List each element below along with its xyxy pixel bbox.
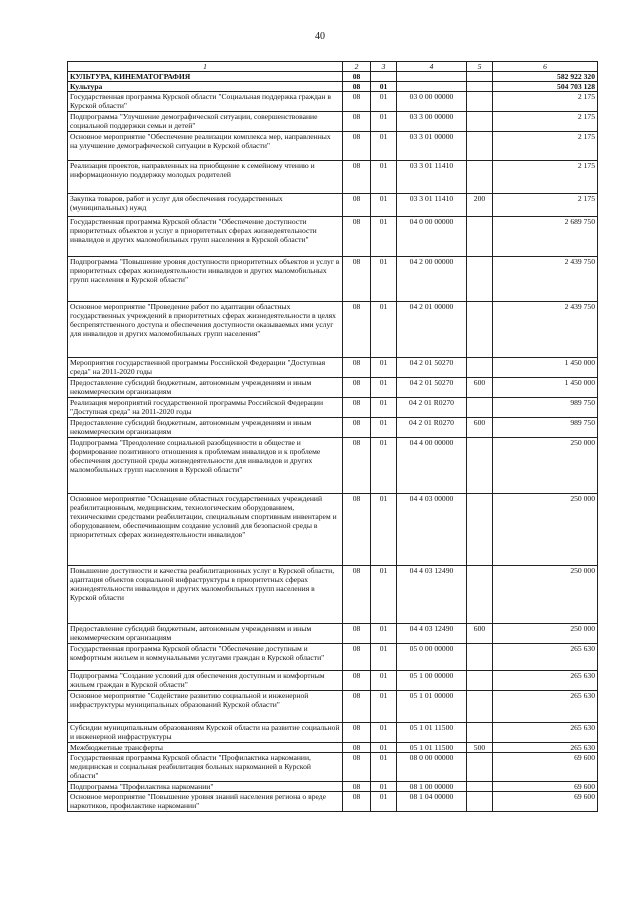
- row-name-cell: Подпрограмма "Улучшение демографической ситуации, совершенствование социальной поддержки семьи и детей": [68, 112, 343, 132]
- subsection-code-cell: 01: [371, 217, 397, 257]
- subsection-code-cell: 01: [371, 644, 397, 671]
- expense-type-cell: [467, 112, 493, 132]
- expense-type-cell: [467, 358, 493, 378]
- target-article-cell: 05 0 00 00000: [397, 644, 467, 671]
- subsection-code-cell: 01: [371, 743, 397, 753]
- section-code-cell: 08: [343, 378, 371, 398]
- expense-type-cell: [467, 723, 493, 743]
- section-code-cell: 08: [343, 743, 371, 753]
- amount-cell: 265 630: [493, 723, 598, 743]
- amount-cell: 1 450 000: [493, 358, 598, 378]
- target-article-cell: 04 0 00 00000: [397, 217, 467, 257]
- expense-type-cell: [467, 72, 493, 82]
- section-code-cell: 08: [343, 723, 371, 743]
- amount-cell: 2 175: [493, 112, 598, 132]
- target-article-cell: 04 4 03 00000: [397, 494, 467, 566]
- table-row: [68, 723, 598, 743]
- table-row: [68, 358, 598, 378]
- target-article-cell: 04 2 01 R0270: [397, 398, 467, 418]
- table-row: [68, 92, 598, 112]
- amount-cell: 265 630: [493, 671, 598, 691]
- row-name-cell: Подпрограмма "Профилактика наркомании": [68, 782, 343, 792]
- amount-cell: 250 000: [493, 438, 598, 494]
- subsection-code-cell: 01: [371, 624, 397, 644]
- table-row: [68, 438, 598, 494]
- subsection-code-cell: 01: [371, 691, 397, 723]
- expense-type-cell: [467, 92, 493, 112]
- column-number-cell: 4: [397, 62, 467, 72]
- subsection-code-cell: [371, 72, 397, 82]
- subsection-code-cell: 01: [371, 92, 397, 112]
- target-article-cell: 04 2 01 00000: [397, 302, 467, 358]
- target-article-cell: 08 1 04 00000: [397, 792, 467, 812]
- amount-cell: 1 450 000: [493, 378, 598, 398]
- section-code-cell: 08: [343, 494, 371, 566]
- target-article-cell: [397, 82, 467, 92]
- target-article-cell: 04 2 01 50270: [397, 358, 467, 378]
- row-name-cell: Реализация проектов, направленных на приобщение к семейному чтению и информационную поддержку молодых родителей: [68, 161, 343, 194]
- expense-type-cell: [467, 494, 493, 566]
- subsection-code-cell: 01: [371, 257, 397, 302]
- target-article-cell: 03 3 01 11410: [397, 194, 467, 217]
- target-article-cell: 05 1 00 00000: [397, 671, 467, 691]
- subsection-code-cell: 01: [371, 566, 397, 624]
- row-name-cell: Подпрограмма "Повышение уровня доступности приоритетных объектов и услуг в приоритетных сферах жизнедеятельности инвалидов и других маломобильных групп населения в Курской области": [68, 257, 343, 302]
- target-article-cell: 08 0 00 00000: [397, 753, 467, 782]
- expense-type-cell: [467, 792, 493, 812]
- table-row: [68, 494, 598, 566]
- amount-cell: 2 439 750: [493, 257, 598, 302]
- amount-cell: 265 630: [493, 743, 598, 753]
- table-row: [68, 792, 598, 812]
- table-body: [68, 62, 598, 812]
- target-article-cell: 04 4 03 12490: [397, 624, 467, 644]
- subsection-code-cell: 01: [371, 723, 397, 743]
- target-article-cell: 04 2 00 00000: [397, 257, 467, 302]
- section-code-cell: 08: [343, 82, 371, 92]
- section-code-cell: 08: [343, 691, 371, 723]
- page-number: 40: [315, 31, 325, 42]
- expense-type-cell: [467, 671, 493, 691]
- expense-type-cell: [467, 398, 493, 418]
- table-row: [68, 112, 598, 132]
- subsection-code-cell: 01: [371, 398, 397, 418]
- row-name-cell: Основное мероприятие "Оснащение областных государственных учреждений реабилитационным, медицинским, технологическим оборудованием, техническими средствами реабилитации, специальным спортивным инвентарем и оборудованием, обеспечивающим создание условий для безопасной среды в приоритетных сферах жизнедеятельности инвалидов": [68, 494, 343, 566]
- table-row: [68, 257, 598, 302]
- row-name-cell: Основное мероприятие "Повышение уровня знаний населения региона о вреде наркотиков, профилактике наркомании": [68, 792, 343, 812]
- subsection-code-cell: 01: [371, 82, 397, 92]
- expense-type-cell: [467, 82, 493, 92]
- row-name-cell: Субсидии муниципальным образованиям Курской области на развитие социальной и инженерной инфраструктуры: [68, 723, 343, 743]
- table-row: [68, 418, 598, 438]
- subsection-code-cell: 01: [371, 494, 397, 566]
- target-article-cell: 05 1 01 11500: [397, 723, 467, 743]
- target-article-cell: 08 1 00 00000: [397, 782, 467, 792]
- column-number-row: [68, 62, 598, 72]
- amount-cell: 69 600: [493, 792, 598, 812]
- amount-cell: 2 175: [493, 92, 598, 112]
- column-number-cell: 1: [68, 62, 343, 72]
- expense-type-cell: [467, 132, 493, 161]
- row-name-cell: Мероприятия государственной программы Российской Федерации "Доступная среда" на 2011-2020 годы: [68, 358, 343, 378]
- section-code-cell: 08: [343, 753, 371, 782]
- amount-cell: 265 630: [493, 691, 598, 723]
- row-name-cell: Предоставление субсидий бюджетным, автономным учреждениям и иным некоммерческим организациям: [68, 418, 343, 438]
- section-code-cell: 08: [343, 132, 371, 161]
- expense-type-cell: [467, 753, 493, 782]
- expense-type-cell: 200: [467, 194, 493, 217]
- subsection-code-cell: 01: [371, 132, 397, 161]
- subsection-code-cell: 01: [371, 438, 397, 494]
- subsection-code-cell: 01: [371, 753, 397, 782]
- row-name-cell: Реализация мероприятий государственной программы Российской Федерации "Доступная среда" на 2011-2020 годы: [68, 398, 343, 418]
- target-article-cell: 05 1 01 11500: [397, 743, 467, 753]
- subsection-code-cell: 01: [371, 792, 397, 812]
- column-number-cell: 6: [493, 62, 598, 72]
- subsection-code-cell: 01: [371, 112, 397, 132]
- row-name-cell: Государственная программа Курской области "Профилактика наркомании, медицинская и социальная реабилитация больных наркоманией в Курской области": [68, 753, 343, 782]
- table-row: [68, 217, 598, 257]
- target-article-cell: 04 4 00 00000: [397, 438, 467, 494]
- section-code-cell: 08: [343, 644, 371, 671]
- amount-cell: 69 600: [493, 753, 598, 782]
- expense-type-cell: 600: [467, 418, 493, 438]
- budget-table: [67, 61, 598, 812]
- amount-cell: 250 000: [493, 494, 598, 566]
- row-name-cell: Государственная программа Курской области "Обеспечение доступным и комфортным жильем и коммунальными услугами граждан в Курской области": [68, 644, 343, 671]
- expense-type-cell: [467, 257, 493, 302]
- amount-cell: 250 000: [493, 566, 598, 624]
- expense-type-cell: [467, 691, 493, 723]
- amount-cell: 989 750: [493, 418, 598, 438]
- subsection-code-cell: 01: [371, 302, 397, 358]
- subsection-code-cell: 01: [371, 418, 397, 438]
- section-code-cell: 08: [343, 782, 371, 792]
- table-row: [68, 82, 598, 92]
- amount-cell: 2 689 750: [493, 217, 598, 257]
- amount-cell: 989 750: [493, 398, 598, 418]
- subsection-code-cell: 01: [371, 782, 397, 792]
- table-row: [68, 378, 598, 398]
- subsection-code-cell: 01: [371, 161, 397, 194]
- section-code-cell: 08: [343, 92, 371, 112]
- subsection-code-cell: 01: [371, 671, 397, 691]
- table-row: [68, 644, 598, 671]
- expense-type-cell: [467, 438, 493, 494]
- section-code-cell: 08: [343, 438, 371, 494]
- section-code-cell: 08: [343, 194, 371, 217]
- amount-cell: 265 630: [493, 644, 598, 671]
- row-name-cell: Межбюджетные трансферты: [68, 743, 343, 753]
- row-name-cell: Культура: [68, 82, 343, 92]
- expense-type-cell: [467, 161, 493, 194]
- expense-type-cell: 500: [467, 743, 493, 753]
- table-row: [68, 743, 598, 753]
- amount-cell: 2 439 750: [493, 302, 598, 358]
- amount-cell: 2 175: [493, 161, 598, 194]
- target-article-cell: 03 3 00 00000: [397, 112, 467, 132]
- subsection-code-cell: 01: [371, 358, 397, 378]
- subsection-code-cell: 01: [371, 194, 397, 217]
- table-row: [68, 624, 598, 644]
- section-code-cell: 08: [343, 161, 371, 194]
- expense-type-cell: [467, 644, 493, 671]
- amount-cell: 504 703 128: [493, 82, 598, 92]
- table-row: [68, 691, 598, 723]
- section-code-cell: 08: [343, 418, 371, 438]
- row-name-cell: Государственная программа Курской области "Обеспечение доступности приоритетных объектов и услуг в приоритетных сферах жизнедеятельности инвалидов и других маломобильных групп населения в Курской области": [68, 217, 343, 257]
- expense-type-cell: [467, 302, 493, 358]
- expense-type-cell: 600: [467, 624, 493, 644]
- table-row: [68, 566, 598, 624]
- target-article-cell: 03 3 01 00000: [397, 132, 467, 161]
- expense-type-cell: 600: [467, 378, 493, 398]
- row-name-cell: Основное мероприятие "Содействие развитию социальной и инженерной инфраструктуры муниципальных образований Курской области": [68, 691, 343, 723]
- subsection-code-cell: 01: [371, 378, 397, 398]
- section-code-cell: 08: [343, 72, 371, 82]
- amount-cell: 250 000: [493, 624, 598, 644]
- section-code-cell: 08: [343, 398, 371, 418]
- section-code-cell: 08: [343, 671, 371, 691]
- amount-cell: 582 922 320: [493, 72, 598, 82]
- section-code-cell: 08: [343, 217, 371, 257]
- row-name-cell: Основное мероприятие "Проведение работ по адаптации областных государственных учреждений в приоритетных сферах жизнедеятельности в целях беспрепятственного доступа и обеспечения доступности оказываемых ими услуг для инвалидов и других маломобильных групп населения": [68, 302, 343, 358]
- expense-type-cell: [467, 566, 493, 624]
- section-code-cell: 08: [343, 257, 371, 302]
- target-article-cell: 03 0 00 00000: [397, 92, 467, 112]
- target-article-cell: 04 4 03 12490: [397, 566, 467, 624]
- expense-type-cell: [467, 782, 493, 792]
- row-name-cell: Предоставление субсидий бюджетным, автономным учреждениям и иным некоммерческим организациям: [68, 624, 343, 644]
- row-name-cell: Подпрограмма "Создание условий для обеспечения доступным и комфортным жильем граждан в Курской области": [68, 671, 343, 691]
- column-number-cell: 2: [343, 62, 371, 72]
- section-code-cell: 08: [343, 112, 371, 132]
- target-article-cell: 05 1 01 00000: [397, 691, 467, 723]
- row-name-cell: Государственная программа Курской области "Социальная поддержка граждан в Курской области": [68, 92, 343, 112]
- section-code-cell: 08: [343, 358, 371, 378]
- section-code-cell: 08: [343, 566, 371, 624]
- table-row: [68, 132, 598, 161]
- table-row: [68, 72, 598, 82]
- table-row: [68, 302, 598, 358]
- expense-type-cell: [467, 217, 493, 257]
- section-code-cell: 08: [343, 792, 371, 812]
- table-row: [68, 782, 598, 792]
- row-name-cell: КУЛЬТУРА, КИНЕМАТОГРАФИЯ: [68, 72, 343, 82]
- section-code-cell: 08: [343, 302, 371, 358]
- table-row: [68, 194, 598, 217]
- table-row: [68, 398, 598, 418]
- column-number-cell: 3: [371, 62, 397, 72]
- row-name-cell: Основное мероприятие "Обеспечение реализации комплекса мер, направленных на улучшение демографической ситуации в Курской области": [68, 132, 343, 161]
- amount-cell: 2 175: [493, 194, 598, 217]
- row-name-cell: Подпрограмма "Преодоление социальной разобщенности в обществе и формирование позитивного отношения к проблемам инвалидов и к проблеме обеспечения доступной среды жизнедеятельности для инвалидов и других маломобильных групп населения в Курской области": [68, 438, 343, 494]
- target-article-cell: [397, 72, 467, 82]
- row-name-cell: Закупка товаров, работ и услуг для обеспечения государственных (муниципальных) нужд: [68, 194, 343, 217]
- row-name-cell: Повышение доступности и качества реабилитационных услуг в Курской области, адаптация объектов социальной инфраструктуры в приоритетных сферах жизнедеятельности инвалидов и других маломобильных групп населения в Курской области: [68, 566, 343, 624]
- table-row: [68, 161, 598, 194]
- target-article-cell: 04 2 01 50270: [397, 378, 467, 398]
- target-article-cell: 04 2 01 R0270: [397, 418, 467, 438]
- amount-cell: 2 175: [493, 132, 598, 161]
- table-row: [68, 671, 598, 691]
- section-code-cell: 08: [343, 624, 371, 644]
- target-article-cell: 03 3 01 11410: [397, 161, 467, 194]
- column-number-cell: 5: [467, 62, 493, 72]
- table-row: [68, 753, 598, 782]
- amount-cell: 69 600: [493, 782, 598, 792]
- row-name-cell: Предоставление субсидий бюджетным, автономным учреждениям и иным некоммерческим организациям: [68, 378, 343, 398]
